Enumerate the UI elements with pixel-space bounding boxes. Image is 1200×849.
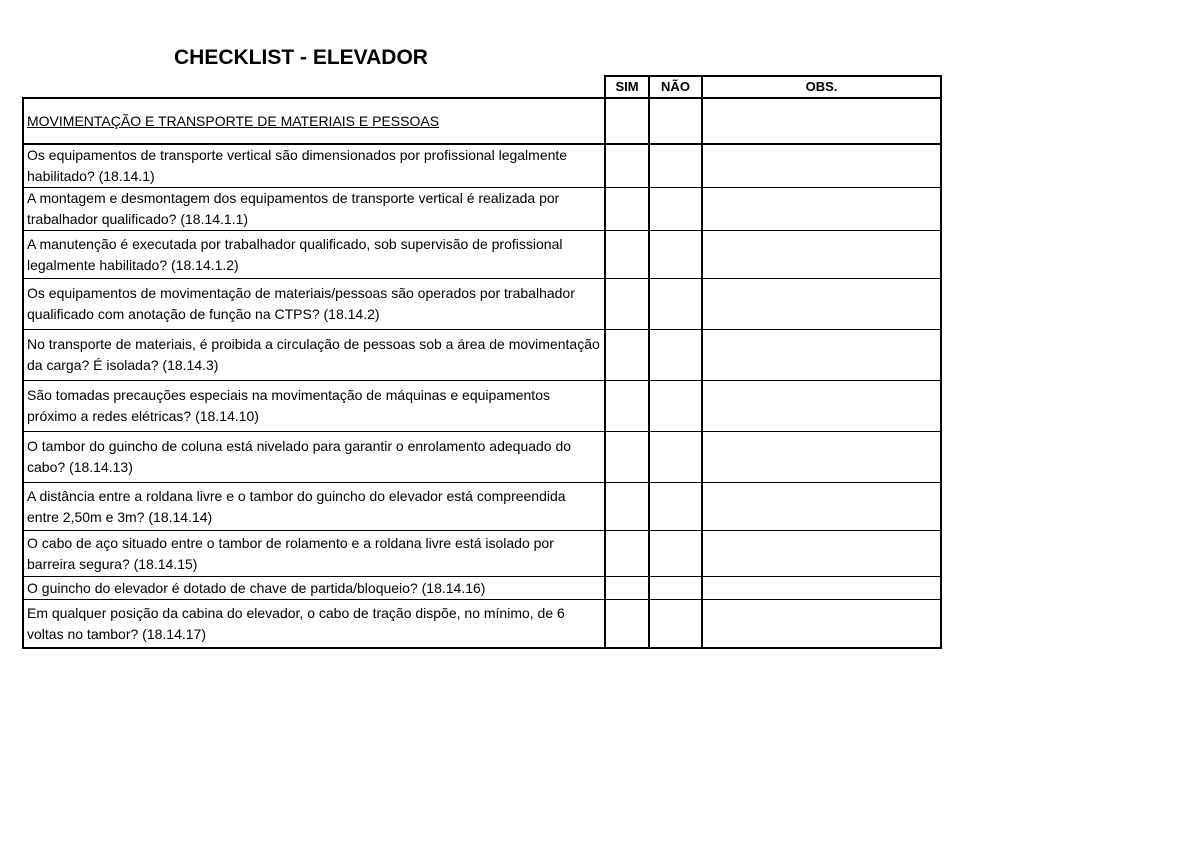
sim-cell[interactable]: [605, 483, 649, 531]
table-row: [23, 330, 941, 381]
sim-cell[interactable]: [605, 144, 649, 188]
nao-cell[interactable]: [649, 231, 702, 279]
nao-cell[interactable]: [649, 531, 702, 577]
obs-cell[interactable]: [702, 330, 941, 381]
question-cell: O tambor do guincho de coluna está nivelado para garantir o enrolamento adequado do cabo? (18.14.13): [23, 432, 605, 483]
table-row: [23, 577, 941, 600]
sim-cell[interactable]: [605, 188, 649, 231]
section-sim-cell[interactable]: [605, 98, 649, 144]
table-row: [23, 231, 941, 279]
header-sim: SIM: [605, 76, 649, 98]
sim-cell[interactable]: [605, 231, 649, 279]
question-cell: A distância entre a roldana livre e o tambor do guincho do elevador está compreendida entre 2,50m e 3m? (18.14.14): [23, 483, 605, 531]
table-row: [23, 279, 941, 330]
checklist-table: [22, 75, 942, 649]
table-row: [23, 432, 941, 483]
question-cell: A montagem e desmontagem dos equipamentos de transporte vertical é realizada por trabalhador qualificado? (18.14.1.1): [23, 188, 605, 231]
sim-cell[interactable]: [605, 279, 649, 330]
table-row: [23, 144, 941, 188]
nao-cell[interactable]: [649, 279, 702, 330]
question-cell: Os equipamentos de transporte vertical são dimensionados por profissional legalmente habilitado? (18.14.1): [23, 144, 605, 188]
question-cell: A manutenção é executada por trabalhador qualificado, sob supervisão de profissional legalmente habilitado? (18.14.1.2): [23, 231, 605, 279]
nao-cell[interactable]: [649, 483, 702, 531]
section-row: [23, 98, 941, 144]
sim-cell[interactable]: [605, 531, 649, 577]
question-cell: Os equipamentos de movimentação de materiais/pessoas são operados por trabalhador qualificado com anotação de função na CTPS? (18.14.2): [23, 279, 605, 330]
obs-cell[interactable]: [702, 600, 941, 649]
obs-cell[interactable]: [702, 577, 941, 600]
nao-cell[interactable]: [649, 577, 702, 600]
table-row: [23, 381, 941, 432]
obs-cell[interactable]: [702, 381, 941, 432]
header-nao: NÃO: [649, 76, 702, 98]
sim-cell[interactable]: [605, 600, 649, 649]
header-obs: OBS.: [702, 76, 941, 98]
nao-cell[interactable]: [649, 330, 702, 381]
nao-cell[interactable]: [649, 600, 702, 649]
page-title: CHECKLIST - ELEVADOR: [174, 46, 428, 69]
header-blank-cell: [23, 76, 605, 98]
nao-cell[interactable]: [649, 188, 702, 231]
obs-cell[interactable]: [702, 432, 941, 483]
obs-cell[interactable]: [702, 188, 941, 231]
obs-cell[interactable]: [702, 483, 941, 531]
table-row: [23, 188, 941, 231]
question-cell: O cabo de aço situado entre o tambor de rolamento e a roldana livre está isolado por barreira segura? (18.14.15): [23, 531, 605, 577]
sim-cell[interactable]: [605, 432, 649, 483]
obs-cell[interactable]: [702, 144, 941, 188]
nao-cell[interactable]: [649, 432, 702, 483]
nao-cell[interactable]: [649, 381, 702, 432]
table-row: [23, 483, 941, 531]
sim-cell[interactable]: [605, 330, 649, 381]
sim-cell[interactable]: [605, 381, 649, 432]
nao-cell[interactable]: [649, 144, 702, 188]
obs-cell[interactable]: [702, 279, 941, 330]
table-row: [23, 531, 941, 577]
sim-cell[interactable]: [605, 577, 649, 600]
obs-cell[interactable]: [702, 231, 941, 279]
question-cell: Em qualquer posição da cabina do elevador, o cabo de tração dispõe, no mínimo, de 6 voltas no tambor? (18.14.17): [23, 600, 605, 649]
obs-cell[interactable]: [702, 531, 941, 577]
header-row: [23, 76, 941, 98]
section-nao-cell[interactable]: [649, 98, 702, 144]
section-obs-cell[interactable]: [702, 98, 941, 144]
question-cell: São tomadas precauções especiais na movimentação de máquinas e equipamentos próximo a redes elétricas? (18.14.10): [23, 381, 605, 432]
question-cell: No transporte de materiais, é proibida a circulação de pessoas sob a área de movimentação da carga? É isolada? (18.14.3): [23, 330, 605, 381]
section-title: MOVIMENTAÇÃO E TRANSPORTE DE MATERIAIS E PESSOAS: [23, 98, 605, 144]
table-row: [23, 600, 941, 649]
question-cell: O guincho do elevador é dotado de chave de partida/bloqueio? (18.14.16): [23, 577, 605, 600]
